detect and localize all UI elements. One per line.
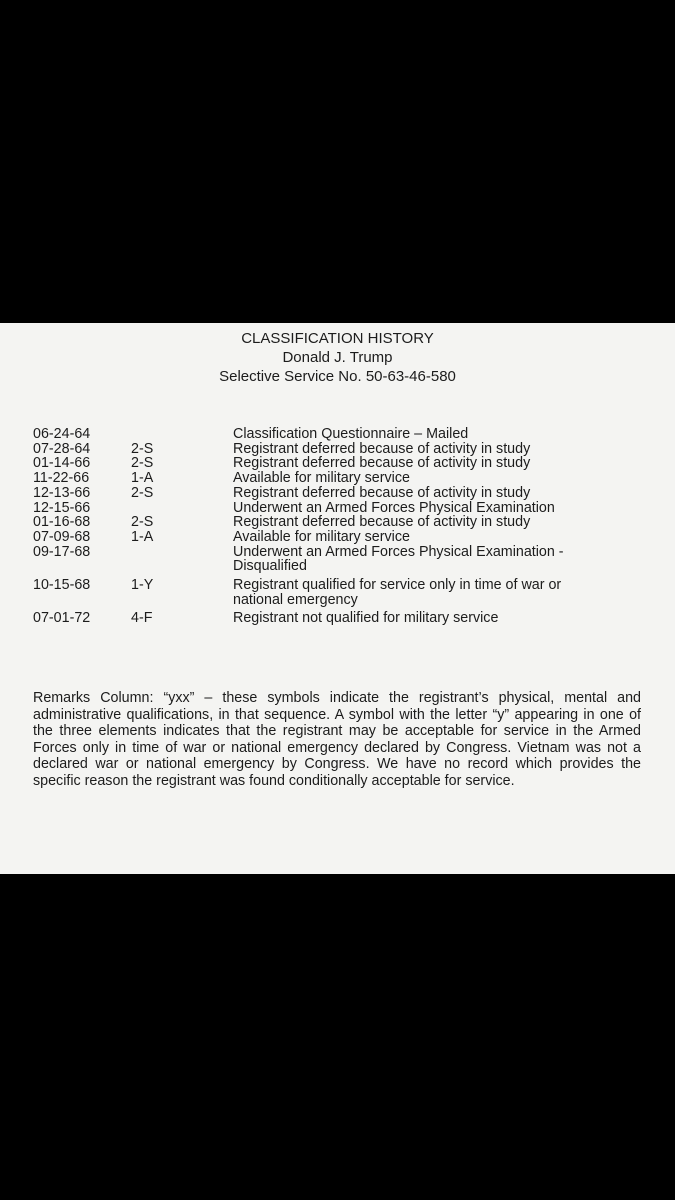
row-class: 1-A [131, 470, 154, 487]
row-date: 07-28-64 [33, 440, 91, 457]
registrant-name: Donald J. Trump [282, 349, 393, 366]
table-row [0, 515, 675, 530]
row-description: Available for military service [233, 528, 410, 545]
row-class: 2-S [131, 455, 154, 472]
row-description: Registrant deferred because of activity in study [233, 514, 531, 531]
row-date: 01-16-68 [33, 514, 91, 531]
table-row [0, 456, 675, 471]
row-description: Registrant qualified for service only in time of war or national emergency [233, 577, 562, 608]
row-date: 06-24-64 [33, 426, 91, 442]
row-description: Registrant deferred because of activity in study [233, 455, 531, 472]
remarks-paragraph [33, 690, 641, 790]
row-class: 2-S [131, 440, 154, 457]
row-date: 01-14-66 [33, 455, 91, 472]
table-row [0, 578, 675, 607]
row-description: Registrant not qualified for military service [233, 610, 499, 627]
row-date: 12-15-66 [33, 499, 91, 516]
selective-service-number: Selective Service No. 50-63-46-580 [219, 368, 456, 385]
row-class: 1-A [131, 528, 154, 545]
row-date: 09-17-68 [33, 543, 91, 560]
table-row [0, 427, 675, 442]
row-description: Available for military service [233, 470, 410, 487]
row-date: 07-09-68 [33, 528, 91, 545]
table-row [0, 486, 675, 501]
table-row [0, 545, 675, 574]
table-row [0, 501, 675, 516]
table-row [0, 530, 675, 545]
remarks-text: Remarks Column: “yxx” – these symbols indicate the registrant’s physical, mental and administrative qualifications, in that sequence. A symbol with the letter “y” appearing in one of the three elements indicates that the registrant may be acceptable for service in the Armed Forces only in time of war or national emergency declared by Congress. Vietnam was not a declared war or national emergency by Congress. We have no record which provides the specific reason the registrant was found conditionally acceptable for service. [33, 690, 641, 789]
row-description: Registrant deferred because of activity in study [233, 484, 531, 501]
row-description: Classification Questionnaire – Mailed [233, 426, 469, 442]
row-date: 11-22-66 [33, 470, 90, 487]
document-header [0, 329, 675, 386]
table-row [0, 611, 675, 626]
classification-table [0, 427, 675, 626]
document-title: CLASSIFICATION HISTORY [241, 330, 434, 347]
row-class: 4-F [131, 610, 153, 627]
row-date: 10-15-68 [33, 577, 91, 594]
row-description: Underwent an Armed Forces Physical Examination [233, 499, 555, 516]
row-date: 07-01-72 [33, 610, 91, 627]
row-class: 1-Y [131, 577, 154, 594]
row-description: Registrant deferred because of activity in study [233, 440, 531, 457]
row-class: 2-S [131, 514, 154, 531]
row-date: 12-13-66 [33, 484, 91, 501]
table-row [0, 471, 675, 486]
row-description: Underwent an Armed Forces Physical Examination - Disqualified [233, 543, 564, 575]
table-row [0, 442, 675, 457]
row-class: 2-S [131, 484, 154, 501]
document-page [0, 323, 675, 874]
